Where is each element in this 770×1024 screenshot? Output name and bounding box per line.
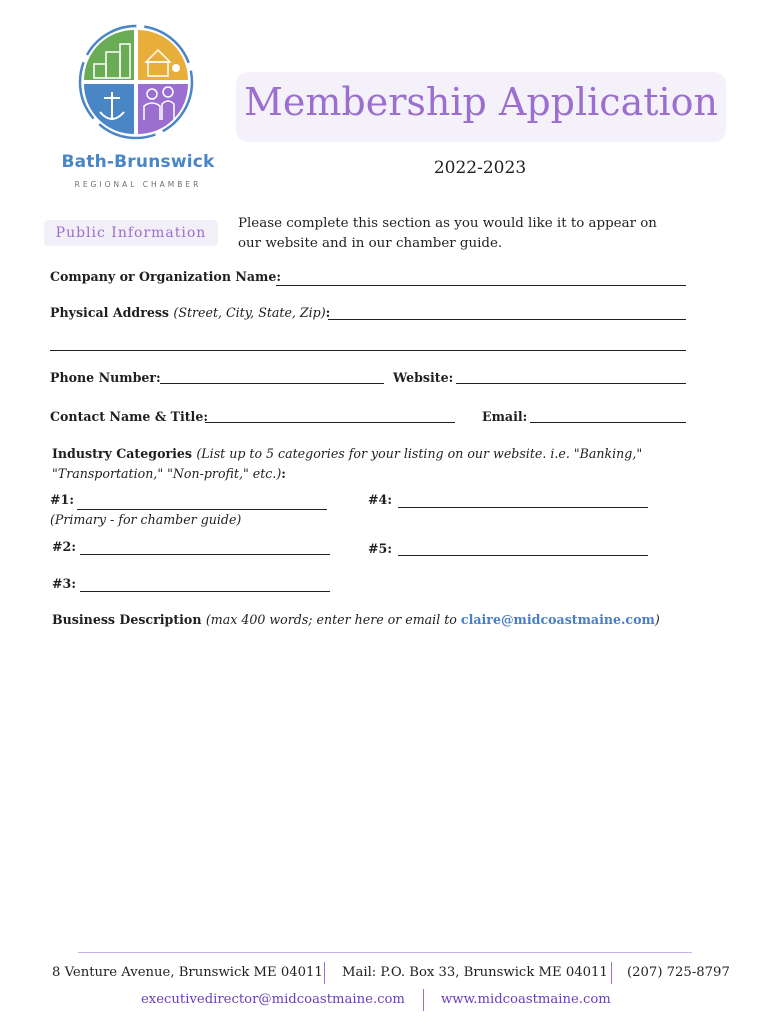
footer-separator-1 (324, 962, 325, 984)
footer-separator-3 (423, 989, 424, 1011)
intro-line-2: our website and in our chamber guide. (238, 236, 503, 251)
footer-website-link[interactable]: www.midcoastmaine.com (441, 992, 611, 1007)
description-area[interactable] (52, 636, 688, 936)
footer-separator-2 (611, 962, 612, 984)
address-field-line-1[interactable] (328, 319, 686, 320)
description-close: ) (654, 612, 660, 627)
description-label-text: Business Description (52, 612, 202, 627)
category-5-label: #5: (368, 541, 392, 556)
description-label (52, 612, 660, 627)
address-hint: (Street, City, State, Zip) (173, 305, 326, 320)
footer-rule (78, 952, 692, 953)
category-1-label: #1: (50, 492, 74, 507)
industry-hint-1: (List up to 5 categories for your listing on our website. i.e. "Banking," (196, 446, 643, 461)
category-2-label: #2: (52, 539, 76, 554)
website-label: Website: (393, 370, 454, 385)
category-2-field[interactable] (80, 554, 330, 555)
chamber-emblem-icon (76, 22, 196, 142)
phone-label: Phone Number: (50, 370, 161, 385)
intro-line-1: Please complete this section as you would like it to appear on (238, 216, 657, 231)
category-4-label: #4: (368, 492, 392, 507)
address-label (50, 305, 330, 320)
website-field[interactable] (456, 383, 686, 384)
email-label: Email: (482, 409, 528, 424)
section-tag: Public Information (44, 220, 218, 246)
industry-colon: : (281, 466, 286, 481)
page-title: Membership Application (243, 80, 719, 124)
footer-address: 8 Venture Avenue, Brunswick ME 04011 (52, 965, 323, 980)
company-label: Company or Organization Name: (50, 269, 282, 284)
contact-field[interactable] (205, 422, 455, 423)
industry-label-text: Industry Categories (52, 446, 192, 461)
address-field-line-2[interactable] (50, 350, 686, 351)
industry-hint-2: "Transportation," "Non-profit," etc.) (52, 466, 282, 481)
email-field[interactable] (530, 422, 686, 423)
contact-label: Contact Name & Title: (50, 409, 208, 424)
category-4-field[interactable] (398, 507, 648, 508)
footer-email-link[interactable]: executivedirector@midcoastmaine.com (141, 992, 405, 1007)
section-intro (238, 214, 658, 254)
description-email-link[interactable]: claire@midcoastmaine.com (460, 612, 655, 627)
category-3-label: #3: (52, 576, 76, 591)
address-label-text: Physical Address (50, 305, 170, 320)
category-3-field[interactable] (80, 591, 330, 592)
company-field[interactable] (276, 285, 686, 286)
year-label: 2022-2023 (433, 158, 527, 178)
address-colon: : (325, 305, 331, 320)
industry-label (52, 444, 642, 484)
category-1-field[interactable] (77, 509, 327, 510)
category-1-hint: (Primary - for chamber guide) (50, 512, 242, 527)
logo-name: Bath-Brunswick (61, 152, 215, 172)
description-hint: (max 400 words; enter here or email to (205, 612, 461, 627)
phone-field[interactable] (160, 383, 384, 384)
logo-subtitle: REGIONAL CHAMBER (74, 180, 202, 189)
category-5-field[interactable] (398, 555, 648, 556)
footer-mail: Mail: P.O. Box 33, Brunswick ME 04011 (342, 965, 608, 980)
footer-phone: (207) 725-8797 (627, 965, 730, 980)
